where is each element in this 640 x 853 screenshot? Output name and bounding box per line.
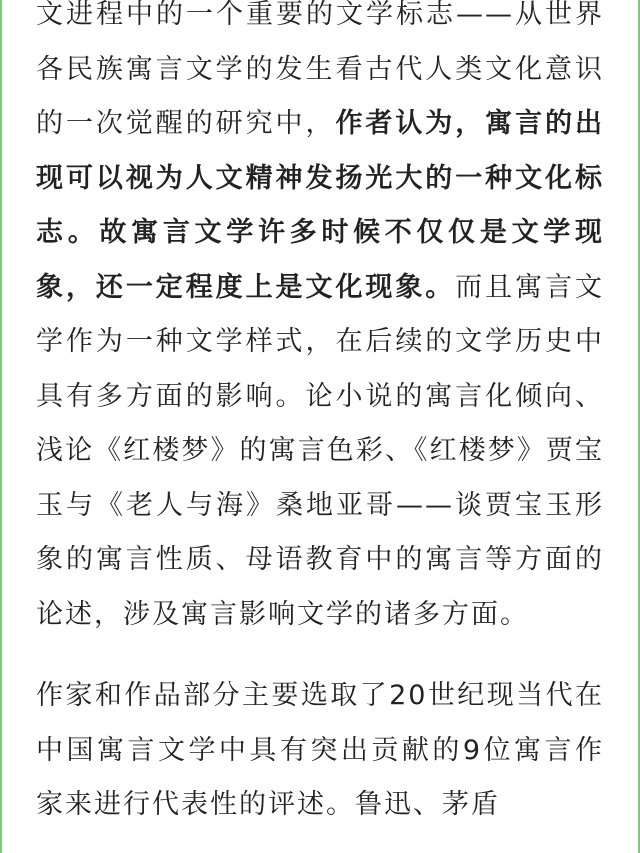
article-body <box>36 0 604 833</box>
paragraph-1 <box>36 0 604 642</box>
paragraph-1-emphasis: 作者认为，寓言的出现可以视为人文精神发扬光大的一种文化标志。故寓言文学许多时候不仅仅是文学现象，还一定程度上是文化现象。 <box>36 108 605 303</box>
paragraph-1-rest: 而且寓言文学作为一种文学样式，在后续的文学历史中具有多方面的影响。论小说的寓言化倾向、浅论《红楼梦》的寓言色彩、《红楼梦》贾宝玉与《老人与海》桑地亚哥——谈贾宝玉形象的寓言性质、母语教育中的寓言等方面的论述，涉及寓言影响文学的诸多方面。 <box>36 271 605 630</box>
paragraph-2: 作家和作品部分主要选取了20世纪现当代在中国寓言文学中具有突出贡献的9位寓言作家来进行代表性的评述。鲁迅、茅盾 <box>36 680 604 820</box>
paragraph-1-intro: 文进程中的一个重要的文学标志——从世界各民族寓言文学的发生看古代人类文化意识的一次觉醒的研究中， <box>36 0 604 139</box>
